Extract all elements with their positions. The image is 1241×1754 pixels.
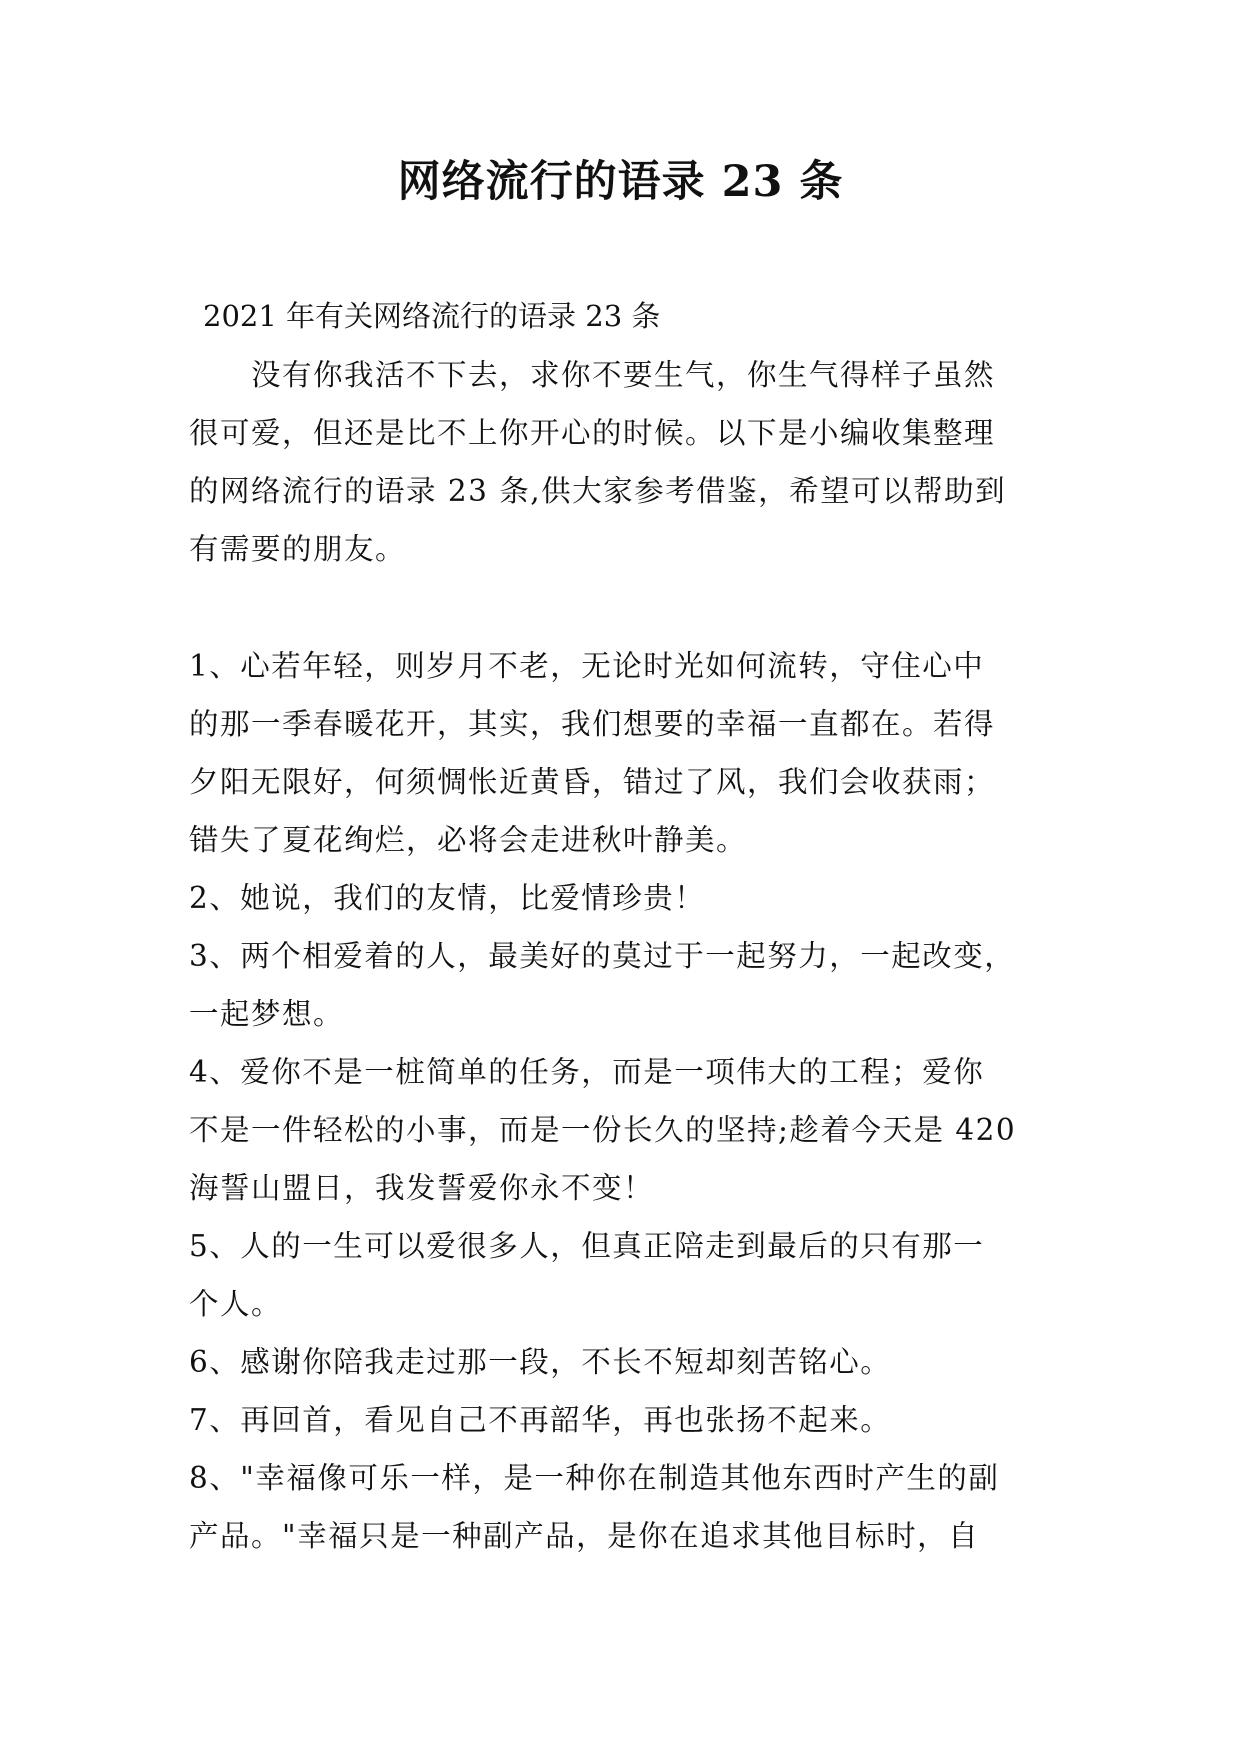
quote-line: 产品。"幸福只是一种副产品，是你在追求其他目标时，自 — [189, 1519, 980, 1553]
quote-line: 海誓山盟日，我发誓爱你永不变！ — [189, 1171, 655, 1205]
quote-line: 夕阳无限好，何须惆怅近黄昏，错过了风，我们会收获雨； — [189, 765, 996, 799]
intro-line: 很可爱，但还是比不上你开心的时候。以下是小编收集整理 — [189, 416, 996, 450]
quote-line: 不是一件轻松的小事，而是一份长久的坚持;趁着今天是 420 — [189, 1113, 1017, 1147]
intro-line: 没有你我活不下去，求你不要生气，你生气得样子虽然 — [189, 358, 996, 392]
quote-line: 个人。 — [189, 1287, 283, 1321]
quote-line: 错失了夏花绚烂，必将会走进秋叶静美。 — [189, 823, 748, 857]
quote-line: 3、两个相爱着的人，最美好的莫过于一起努力，一起改变， — [189, 939, 1016, 973]
quote-line: 2、她说，我们的友情，比爱情珍贵！ — [189, 881, 706, 915]
intro-line: 的网络流行的语录 23 条,供大家参考借鉴，希望可以帮助到 — [189, 474, 1007, 508]
document-title: 网络流行的语录 23 条 — [397, 157, 844, 207]
quote-line: 6、感谢你陪我走过那一段，不长不短却刻苦铭心。 — [189, 1345, 892, 1379]
quote-line: 1、心若年轻，则岁月不老，无论时光如何流转，守住心中 — [189, 649, 985, 683]
intro-line: 有需要的朋友。 — [189, 532, 407, 566]
document-subtitle: 2021 年有关网络流行的语录 23 条 — [203, 299, 661, 333]
quote-line: 一起梦想。 — [189, 997, 345, 1031]
quote-line: 的那一季春暖花开，其实，我们想要的幸福一直都在。若得 — [189, 707, 996, 741]
quote-line: 8、"幸福像可乐一样，是一种你在制造其他东西时产生的副 — [189, 1461, 1000, 1495]
quote-line: 7、再回首，看见自己不再韶华，再也张扬不起来。 — [189, 1403, 892, 1437]
quote-line: 4、爱你不是一桩简单的任务，而是一项伟大的工程；爱你 — [189, 1055, 985, 1089]
quote-line: 5、人的一生可以爱很多人，但真正陪走到最后的只有那一 — [189, 1229, 985, 1263]
